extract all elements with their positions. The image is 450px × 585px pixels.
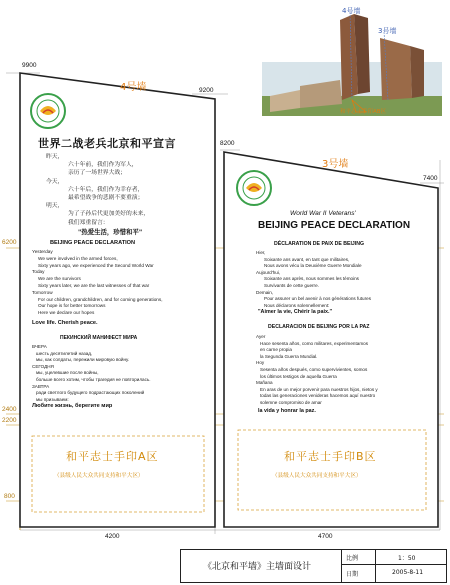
wall-a-ru-line: шесть десятилетий назад, — [36, 350, 93, 356]
render-4-label: 4号墙 — [342, 7, 361, 15]
dim-7400: 7400 — [423, 175, 438, 182]
wall-b-slogan-fr: "Aimer la vie, Chérir la paix." — [258, 309, 333, 315]
wall-a-heading-ru: ПЕКИНСКИЙ МАНИФЕСТ МИРА — [60, 335, 138, 341]
wall-a-ru-line: СЕГОДНЯ — [32, 363, 54, 369]
wall-a-slogan-ru: Любите жизнь, берегите мир — [32, 403, 113, 409]
wall-b-es-line: Hoy — [256, 360, 265, 366]
dim-2200: 2200 — [2, 417, 17, 424]
render-ab-label: 和平志士手印AB区 — [340, 109, 387, 115]
wall-b-es-line: la Segunda Guerra Mundial. — [260, 353, 318, 359]
dim-6200: 6200 — [2, 239, 17, 246]
zone-a-title: 和平志士手印A区 — [66, 450, 159, 463]
wall-b-es-line: Hace sesenta años, como militares, experimentamos — [260, 340, 369, 346]
wall-b-es-line: los últimos testigos de aquella Guerra — [260, 373, 337, 379]
wall-b-fr-line: Demain, — [256, 289, 274, 295]
wall-a-cn-line: 今天， — [46, 178, 64, 185]
wall-b-fr-line: Soixante ans après, nous sommes les témoins — [264, 276, 359, 282]
wall-b-es-line: Mañana — [256, 380, 273, 386]
dim-9200: 9200 — [199, 87, 214, 94]
wall-a-ru-line: мы, уцелевшие после войны, — [36, 370, 99, 376]
dim-9900: 9900 — [22, 62, 37, 69]
wall-a-heading-en: BEIJING PEACE DECLARATION — [50, 240, 136, 246]
wall-3-label: 3号墙 — [322, 159, 349, 170]
wall-b-heading-small: World War II Veterans' — [290, 210, 356, 217]
dim-8200: 8200 — [220, 140, 235, 147]
wall-b-fr-line: Nous avons vécu la Deuxième Guerre Mondiale — [264, 263, 362, 269]
wall-a-cn-line: 六十年后，我们作为幸存者， — [68, 186, 144, 193]
wall-b-fr-line: Hier, — [256, 250, 266, 255]
wall-a-heading-cn: 世界二战老兵北京和平宣言 — [38, 137, 176, 150]
peace-logo-a — [30, 93, 66, 129]
dim-4700: 4700 — [318, 533, 333, 540]
wall-b-es-line: en carne propia — [260, 347, 292, 353]
zone-b-subtitle: （县级人民大众共同支持和平大区） — [272, 473, 362, 479]
dim-2400: 2400 — [2, 406, 17, 413]
wall-a-en-line: Sixty years ago, we experienced the Second World War — [38, 262, 154, 268]
wall-a-en-line: Tomorrow — [32, 289, 53, 295]
wall-a-ru-line: больше всего хотим, чтобы трагедия не повторилась. — [36, 377, 151, 382]
date-label: 日期 — [341, 565, 375, 582]
wall-a-en-line: Here we declare our hopes — [38, 310, 95, 316]
wall-a-cn-line: 为了子孙后代更加美好的未来， — [68, 211, 150, 218]
wall-a-cn-line: 我们郑重留言： — [68, 219, 109, 226]
date-value: 2005-8-11 — [375, 565, 446, 582]
wall-b-es-line: En aras de un mejor porvenir para nuestros hijos, nietos y — [260, 386, 378, 392]
wall-a-cn-line: 亲历了一场世界大战； — [68, 170, 126, 177]
wall-b-heading-fr: DÉCLARATION DE PAIX DE BEIJING — [274, 241, 365, 247]
wall-b-slogan-es: la vida y honrar la paz. — [258, 408, 316, 414]
wall-a-cn-line: 六十年前，我们作为军人， — [68, 162, 138, 169]
wall-b-fr-line: Pour assurer un bel avenir à nos générations futures — [264, 296, 371, 302]
wall-b-es-line: todas las generaciones venideras hacemos aquí nuestro — [260, 393, 376, 399]
wall-b-es-line: solemne compromiso de amar — [260, 400, 322, 405]
wall-a-ru-line: мы, как солдаты, пережили мировую войну. — [36, 357, 130, 363]
peace-logo-b — [236, 170, 272, 206]
wall-a-cn-line: 昨天， — [46, 154, 64, 160]
wall-a-en-line: We are the survivors — [38, 276, 81, 282]
wall-a-en-line: We were involved in the armed forces, — [38, 255, 118, 261]
wall-b-fr-line: Survivants de cette guerre. — [264, 283, 319, 288]
dim-800: 800 — [4, 493, 15, 500]
wall-a-en-line: Sixty years later, we are the last witnesses of that war — [38, 283, 150, 288]
wall-a-cn-line: 最希望战争的悲剧不要重演； — [68, 195, 144, 201]
wall-b-fr-line: Nous déclarons solennellement: — [264, 302, 330, 308]
drawing-title: 《北京和平墙》主墙面设计 — [203, 562, 312, 572]
wall-a-ru-line: ВЧЕРА — [32, 344, 47, 349]
wall-a-en-line: Our hope is for better tomorrows — [38, 303, 106, 309]
wall-b-heading-es: DECLARACION DE BEIJING POR LA PAZ — [268, 324, 370, 330]
wall-a-ru-line: ради светлого будущего подрастающих поколений — [36, 390, 145, 396]
wall-a-ru-line: ЗАВТРА — [32, 383, 50, 389]
wall-b-fr-line: Soixante ans avant, en tant que militaires, — [264, 256, 350, 262]
wall-a-ru-line: мы призываем: — [36, 396, 69, 402]
render-3-label: 3号墙 — [378, 27, 397, 35]
wall-b-fr-line: Aujourd'hui, — [256, 269, 281, 275]
wall-b-es-line: Sesenta años después, como supervivientes, somos — [260, 367, 368, 372]
zone-a-subtitle: （县级人民大众共同支持和平大区） — [54, 473, 144, 479]
title-block — [180, 549, 447, 583]
wall-b-heading-en: BEIJING PEACE DECLARATION — [258, 220, 411, 231]
zone-b-title: 和平志士手印B区 — [284, 450, 377, 463]
wall-a-en-line: For our children, grandchildren, and for coming generations, — [38, 296, 163, 302]
wall-4-label: 4号墙 — [120, 82, 147, 93]
wall-b-es-line: Ayer — [256, 334, 266, 339]
wall-a-en-line: Today — [32, 269, 45, 275]
scale-value: 1：50 — [375, 550, 446, 565]
dim-4200: 4200 — [105, 533, 120, 540]
wall-a-en-line: Yesterday — [32, 249, 53, 254]
wall-a-cn-line: 明天， — [46, 203, 64, 210]
wall-a-slogan-cn: "热爱生活，珍惜和平" — [78, 228, 143, 236]
wall-a-slogan-en: Love life. Cherish peace. — [32, 320, 98, 326]
scale-label: 比例 — [341, 550, 375, 565]
building-render — [228, 4, 442, 122]
